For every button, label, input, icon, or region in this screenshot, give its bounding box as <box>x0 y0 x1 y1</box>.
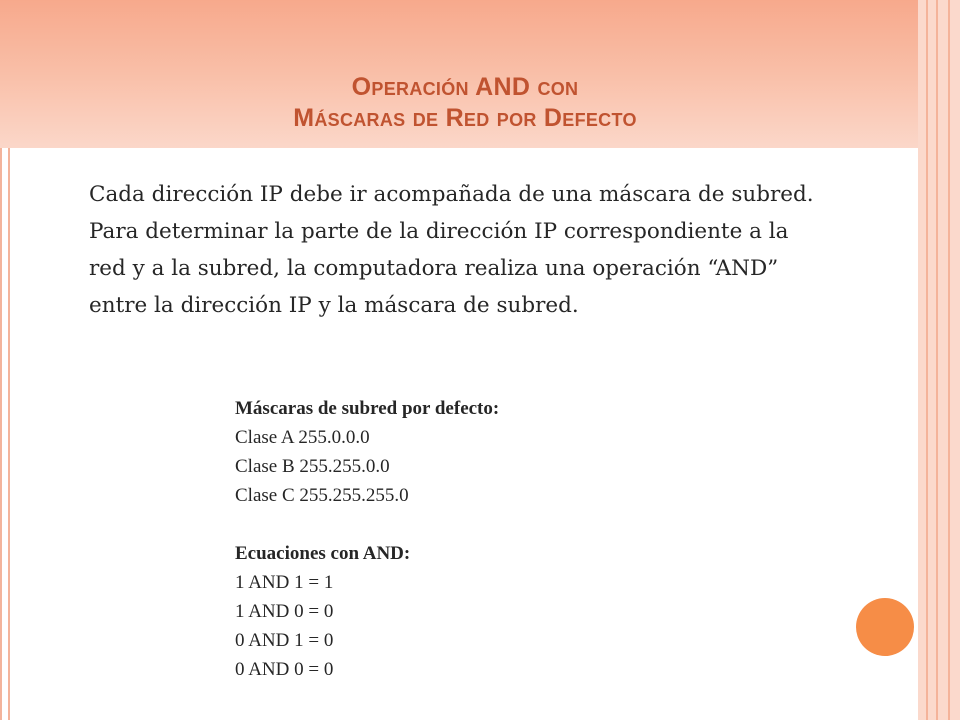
mask-item: Clase A 255.0.0.0 <box>235 427 370 448</box>
frame-stripe <box>948 0 950 720</box>
equation-item: 0 AND 0 = 0 <box>235 659 334 680</box>
spacer <box>235 510 695 539</box>
decorative-circle <box>856 598 914 656</box>
title-line-1: Operación AND con <box>351 73 579 101</box>
left-frame-border <box>0 148 10 720</box>
equations-heading: Ecuaciones con AND: <box>235 543 411 564</box>
slide-title <box>0 72 930 134</box>
equation-item: 0 AND 1 = 0 <box>235 630 334 651</box>
mask-item: Clase C 255.255.255.0 <box>235 485 409 506</box>
title-line-2: Máscaras de Red por Defecto <box>293 104 637 132</box>
masks-block <box>235 394 695 684</box>
masks-heading: Máscaras de subred por defecto: <box>235 398 500 419</box>
mask-item: Clase B 255.255.0.0 <box>235 456 390 477</box>
intro-paragraph: Cada dirección IP debe ir acompañada de una máscara de subred. Para determinar la parte de la dirección IP correspondiente a la red y a la subred, la computadora realiza una operación “AND” entre la dirección IP y la máscara de subred. <box>89 182 814 318</box>
frame-stripe <box>936 0 938 720</box>
equation-item: 1 AND 0 = 0 <box>235 601 334 622</box>
equation-item: 1 AND 1 = 1 <box>235 572 334 593</box>
